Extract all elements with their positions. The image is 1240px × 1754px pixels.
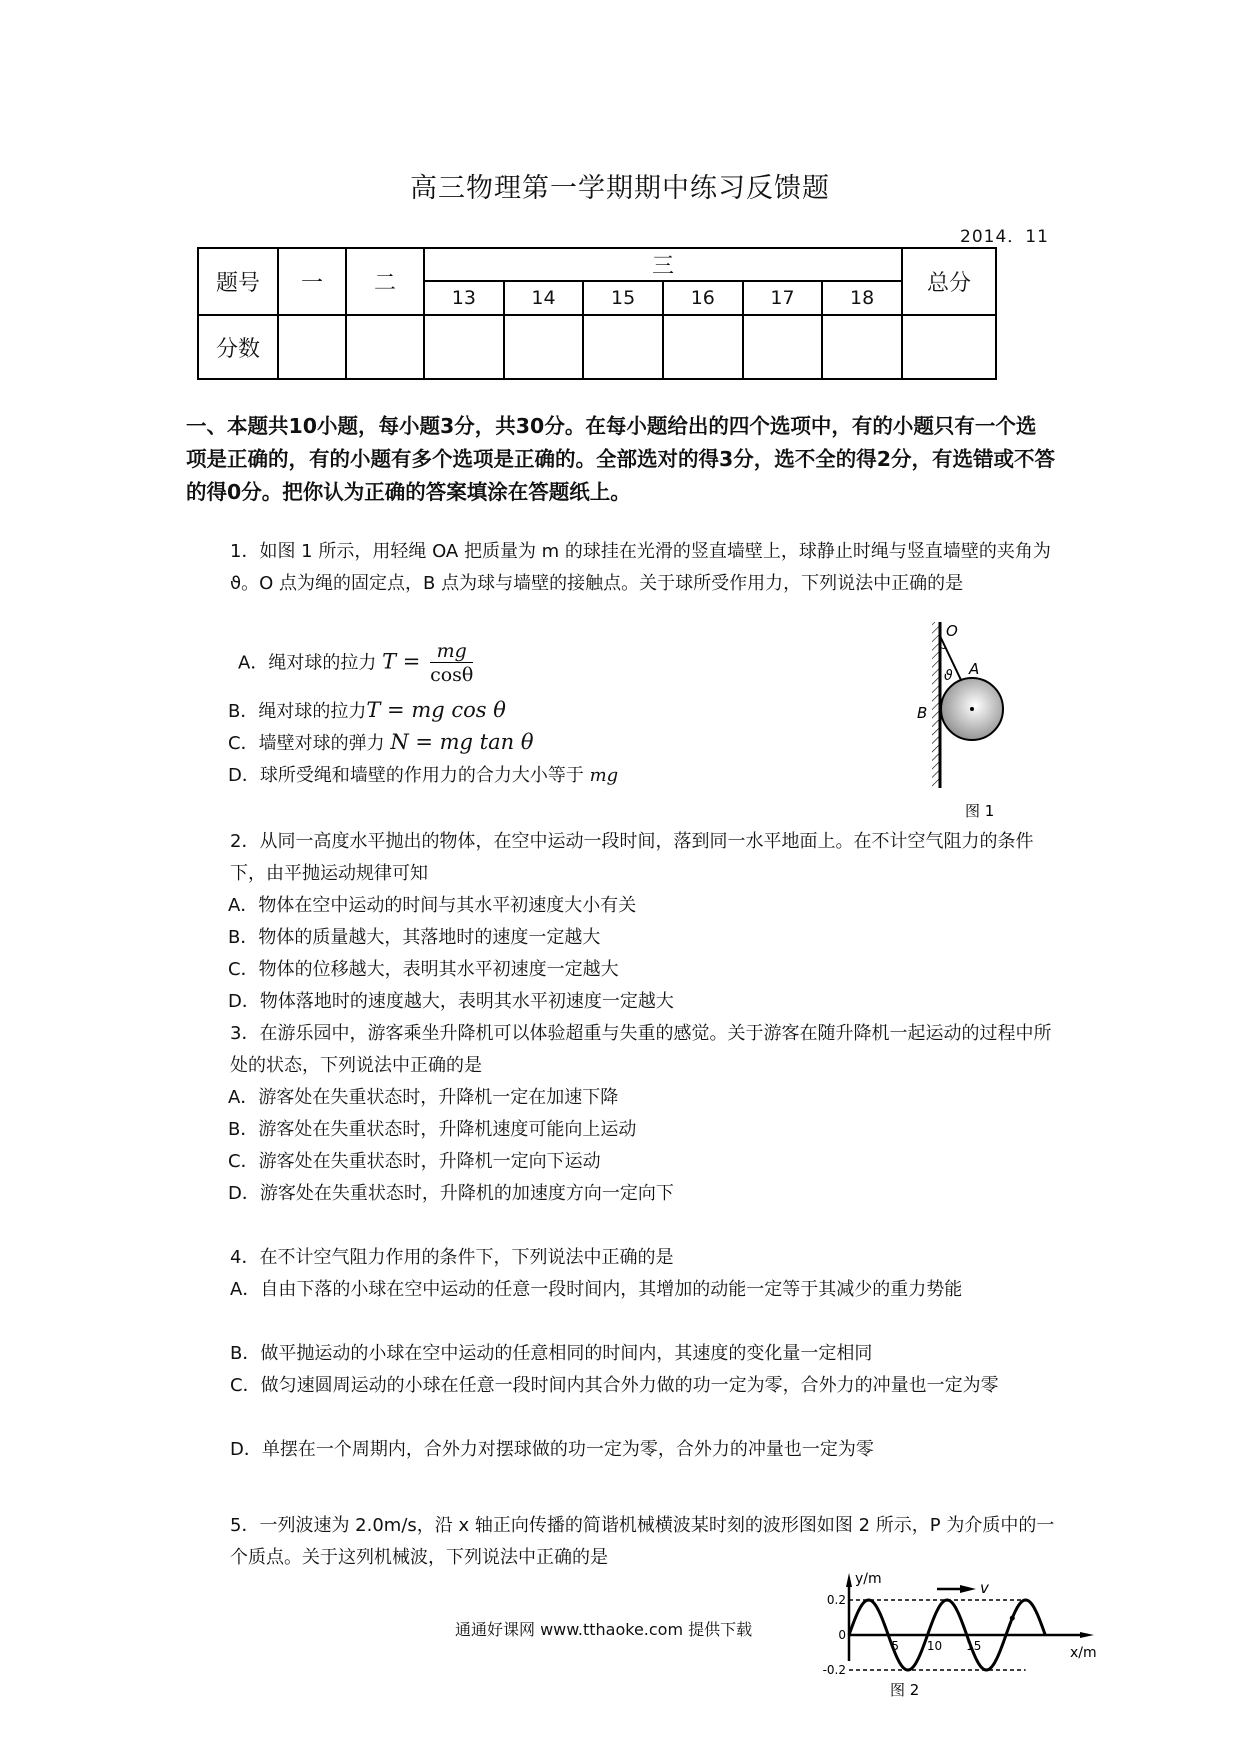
x-axis-label: x/m: [1070, 1645, 1097, 1661]
page-title: 高三物理第一学期期中练习反馈题: [410, 173, 830, 204]
score-table-sub-col: 16: [663, 281, 743, 315]
question-1-stem: 1．如图 1 所示，用轻绳 OA 把质量为 m 的球挂在光滑的竖直墙壁上，球静止时绳与竖直墙壁的夹角为 ϑ。O 点为绳的固定点，B 点为球与墙壁的接触点。关于球所受作用力，下列说法中正确的是: [230, 541, 1051, 594]
ball-center: [970, 707, 974, 711]
label-theta: ϑ: [944, 668, 953, 684]
x-tick-label: 10: [926, 1639, 943, 1653]
label-o: O: [946, 622, 958, 640]
y-axis-arrow: [846, 1573, 852, 1587]
figure-2-caption: 图 2: [890, 1681, 920, 1699]
score-table-sub-col: 17: [743, 281, 823, 315]
question-1-option-a: A．绳对球的拉力 T = $\frac{mg}{\cos\theta}$: [238, 640, 474, 686]
exam-date: 2014．11: [960, 227, 1049, 247]
question-4-option-a: A．自由下落的小球在空中运动的任意一段时间内，其增加的动能一定等于其减少的重力势能: [230, 1279, 963, 1300]
score-table-sub-col: 18: [822, 281, 902, 315]
x-tick-label: 15: [966, 1639, 982, 1653]
section-1-instructions: 一、本题共10小题，每小题3分，共30分。在每小题给出的四个选项中，有的小题只有一个选项是正确的，有的小题有多个选项是正确的。全部选对的得3分，选不全的得2分，有选错或不答的得0分。把你认为正确的答案填涂在答题纸上。: [186, 414, 1056, 504]
question-4-stem: 4．在不计空气阻力作用的条件下，下列说法中正确的是: [230, 1247, 674, 1268]
question-1-option-b: B．绳对球的拉力T = mg cos θ: [228, 698, 506, 722]
figure-2-wave-chart: [780, 1545, 1100, 1725]
question-2-option-a: A．物体在空中运动的时间与其水平初速度大小有关: [228, 895, 637, 916]
figure-1-ball-on-wall: [880, 600, 1040, 820]
score-table-row-label-score: 分数: [198, 315, 278, 379]
score-table-sub-col: 13: [424, 281, 504, 315]
x-tick-label: 5: [891, 1639, 900, 1653]
score-cell: [346, 315, 424, 379]
question-1-option-d: D．球所受绳和墙壁的作用力的合力大小等于 mg: [228, 765, 619, 786]
question-3-stem: 3．在游乐园中，游客乘坐升降机可以体验超重与失重的感觉。关于游客在随升降机一起运动的过程中所处的状态，下列说法中正确的是: [230, 1023, 1052, 1076]
point-p-marker: [1010, 1616, 1015, 1621]
score-cell: [663, 315, 743, 379]
question-2-option-d: D．物体落地时的速度越大，表明其水平初速度一定越大: [228, 991, 674, 1012]
question-3-option-a: A．游客处在失重状态时，升降机一定在加速下降: [228, 1087, 619, 1108]
figure-1-caption: 图 1: [965, 802, 995, 820]
question-3-option-b: B．游客处在失重状态时，升降机速度可能向上运动: [228, 1119, 637, 1140]
question-5-stem: 5．一列波速为 2.0m/s，沿 x 轴正向传播的简谐机械横波某时刻的波形图如图 2 所示，P 为介质中的一个质点。关于这列机械波，下列说法中正确的是: [230, 1515, 1055, 1568]
score-cell: [278, 315, 346, 379]
score-table-col-2: 二: [346, 248, 424, 315]
score-cell: [902, 315, 996, 379]
velocity-arrow-head: [960, 1585, 976, 1593]
question-3-option-d: D．游客处在失重状态时，升降机的加速度方向一定向下: [228, 1183, 674, 1204]
y-tick-label: 0.2: [826, 1593, 846, 1607]
score-cell: [424, 315, 504, 379]
score-cell: [504, 315, 584, 379]
footer-source: 通通好课网 www.tthaoke.com 提供下载: [455, 1620, 753, 1639]
question-2-option-c: C．物体的位移越大，表明其水平初速度一定越大: [228, 959, 619, 980]
y-tick-label: -0.2: [822, 1663, 846, 1677]
score-table: [197, 247, 997, 380]
question-3-option-c: C．游客处在失重状态时，升降机一定向下运动: [228, 1151, 601, 1172]
fraction: $\frac{mg}{\cos\theta}$: [430, 640, 474, 686]
question-4-option-d: D．单摆在一个周期内，合外力对摆球做的功一定为零，合外力的冲量也一定为零: [230, 1439, 874, 1460]
score-cell: [743, 315, 823, 379]
question-2-option-b: B．物体的质量越大，其落地时的速度一定越大: [228, 927, 601, 948]
velocity-label: v: [980, 1579, 989, 1597]
question-4-option-b: B．做平抛运动的小球在空中运动的任意相同的时间内，其速度的变化量一定相同: [230, 1343, 873, 1364]
y-axis-label: y/m: [855, 1571, 882, 1587]
label-a: A: [969, 660, 980, 678]
score-cell: [822, 315, 902, 379]
score-table-row-label-question-no: 题号: [198, 248, 278, 315]
label-b: B: [917, 704, 928, 722]
question-1-option-c: C．墙壁对球的弹力 N = mg tan θ: [228, 730, 534, 754]
question-4-option-c: C．做匀速圆周运动的小球在任意一段时间内其合外力做的功一定为零，合外力的冲量也一定为零: [230, 1375, 999, 1396]
score-table-col-1: 一: [278, 248, 346, 315]
x-axis-arrow: [1080, 1632, 1094, 1638]
score-table-col-3: 三: [424, 248, 902, 281]
score-table-col-total: 总分: [902, 248, 996, 315]
score-table-sub-col: 15: [583, 281, 663, 315]
y-tick-label: 0: [838, 1628, 846, 1642]
score-cell: [583, 315, 663, 379]
score-table-sub-col: 14: [504, 281, 584, 315]
question-2-stem: 2．从同一高度水平抛出的物体，在空中运动一段时间，落到同一水平地面上。在不计空气阻力的条件下，由平抛运动规律可知: [230, 831, 1034, 884]
